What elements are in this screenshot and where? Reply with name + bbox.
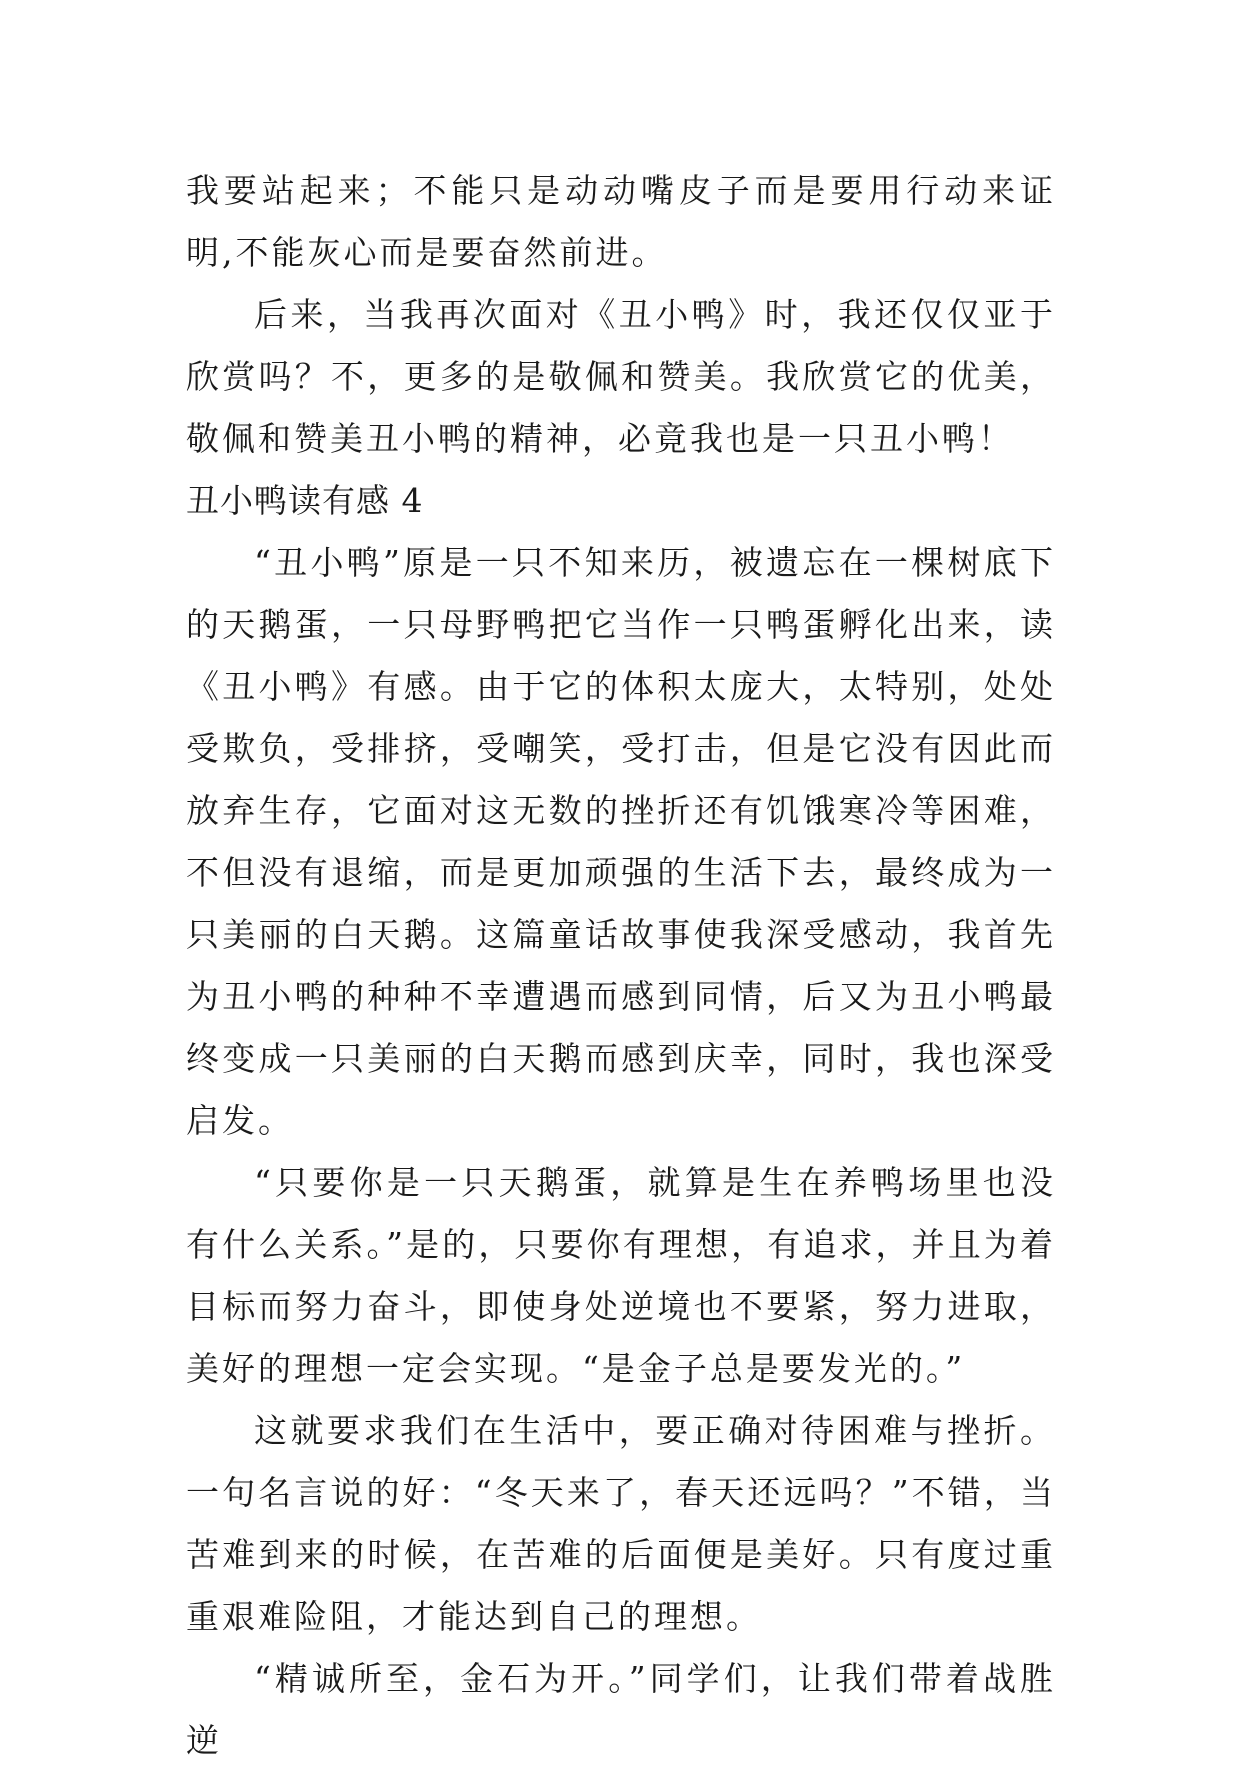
paragraph-continued: 我要站起来；不能只是动动嘴皮子而是要用行动来证明,不能灰心而是要奋然前进。 (186, 171, 1056, 272)
document-body (186, 160, 1056, 1772)
paragraph-facing-hardship: 这就要求我们在生活中，要正确对待困难与挫折。一句名言说的好：“冬天来了，春天还远吗？”不错，当苦难到来的时候，在苦难的后面便是美好。只有度过重重艰难险阻，才能达到自己的理想。 (186, 1411, 1056, 1636)
paragraph-story-summary: “丑小鸭”原是一只不知来历，被遗忘在一棵树底下的天鹅蛋，一只母野鸭把它当作一只鸭蛋孵化出来，读《丑小鸭》有感。由于它的体积太庞大，太特别，处处受欺负，受排挤，受嘲笑，受打击，但是它没有因此而放弃生存，它面对这无数的挫折还有饥饿寒冷等困难，不但没有退缩，而是更加顽强的生活下去，最终成为一只美丽的白天鹅。这篇童话故事使我深受感动，我首先为丑小鸭的种种不幸遭遇而感到同情，后又为丑小鸭最终变成一只美丽的白天鹅而感到庆幸，同时，我也深受启发。 (186, 543, 1056, 1140)
paragraph-quote-swan-egg: “只要你是一只天鹅蛋，就算是生在养鸭场里也没有什么关系。”是的，只要你有理想，有追求，并且为着目标而努力奋斗，即使身处逆境也不要紧，努力进取，美好的理想一定会实现。“是金子总是要发光的。” (186, 1163, 1056, 1388)
section-heading: 丑小鸭读有感 4 (186, 481, 424, 520)
paragraph-reflection: 后来，当我再次面对《丑小鸭》时，我还仅仅亚于欣赏吗？不，更多的是敬佩和赞美。我欣赏它的优美，敬佩和赞美丑小鸭的精神，必竟我也是一只丑小鸭！ (186, 295, 1056, 458)
paragraph-closing-truncated: “精诚所至，金石为开。”同学们，让我们带着战胜逆 (186, 1659, 1056, 1760)
